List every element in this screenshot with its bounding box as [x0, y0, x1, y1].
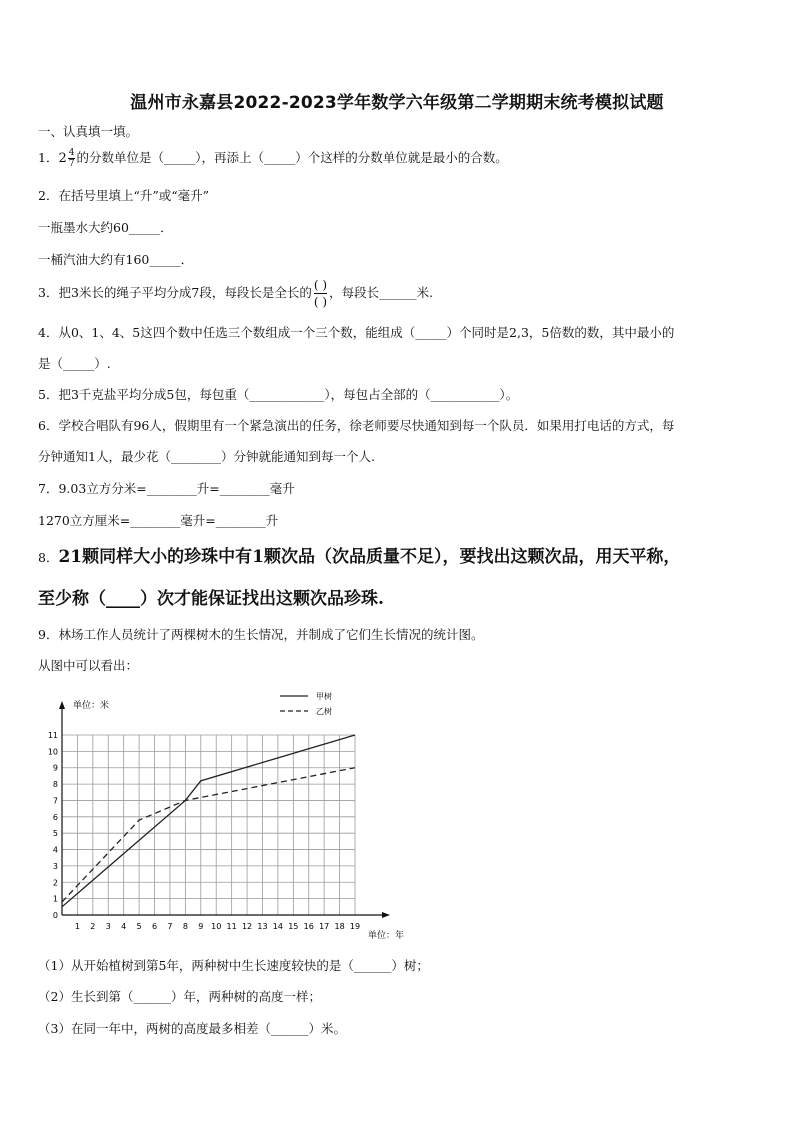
- question-3: [38, 277, 433, 310]
- section-heading: 一、认真填一填。: [38, 124, 139, 139]
- y-tick-label: 3: [52, 861, 58, 871]
- chart-ticks: [48, 731, 360, 931]
- x-tick-label: 8: [182, 922, 188, 931]
- q1-denominator: 7: [68, 159, 75, 169]
- question-8-cont: 至少称（____）次才能保证找出这颗次品珍珠.: [38, 589, 384, 609]
- x-tick-label: 15: [288, 922, 299, 931]
- x-tick-label: 16: [303, 922, 314, 931]
- sub-question-3: （3）在同一年中，两树的高度最多相差（______）米。: [38, 1021, 346, 1036]
- y-axis-label: 单位：米: [73, 701, 110, 711]
- series-line-2: [62, 768, 355, 902]
- question-8: [38, 542, 680, 567]
- legend-label-2: 乙树: [316, 707, 332, 716]
- y-tick-label: 1: [52, 894, 58, 904]
- q1-text: 的分数单位是（_____），再添上（_____）个这样的分数单位就是最小的合数。: [76, 150, 508, 165]
- question-9-lead: 从图中可以看出：: [38, 658, 139, 673]
- legend-label-1: 甲树: [316, 692, 332, 701]
- q8-number: 8．: [38, 550, 59, 565]
- y-tick-label: 0: [52, 911, 58, 920]
- x-axis-label: 单位：年: [368, 931, 405, 941]
- question-6: 6．学校合唱队有96人，假期里有一个紧急演出的任务，徐老师要尽快通知到每一个队员．如果用打电话的方式，每: [38, 418, 675, 433]
- y-tick-label: 7: [52, 796, 58, 806]
- x-tick-label: 18: [334, 922, 345, 931]
- y-axis-arrow: [59, 701, 65, 709]
- x-tick-label: 6: [151, 922, 158, 931]
- q1-whole: 2: [58, 151, 67, 166]
- x-tick-label: 2: [90, 922, 96, 931]
- x-axis-arrow: [382, 912, 390, 918]
- sub-question-2: （2）生长到第（______）年，两种树的高度一样；: [38, 989, 321, 1004]
- x-tick-label: 17: [319, 922, 330, 931]
- y-tick-label: 4: [52, 845, 58, 855]
- x-tick-label: 1: [74, 922, 80, 931]
- y-tick-label: 5: [52, 829, 58, 839]
- question-7: 7．9.03立方分米=________升=________毫升: [38, 481, 295, 496]
- sub-question-1: （1）从开始植树到第5年，两种树中生长速度较快的是（______）树；: [38, 958, 429, 973]
- question-7-cont: 1270立方厘米=________毫升=________升: [38, 513, 279, 528]
- y-tick-label: 10: [47, 747, 58, 757]
- question-5: 5．把3千克盐平均分成5包，每包重（____________），每包占全部的（___________）。: [38, 387, 519, 402]
- question-6-cont: 分钟通知1人，最少花（________）分钟就能通知到每一个人.: [38, 449, 375, 464]
- x-tick-label: 3: [105, 922, 111, 931]
- x-tick-label: 10: [211, 922, 222, 931]
- x-tick-label: 9: [198, 922, 204, 931]
- q1-fraction: [68, 148, 76, 169]
- y-tick-label: 6: [52, 812, 58, 822]
- question-4-cont: 是（_____）.: [38, 356, 111, 371]
- question-2-item-1: 一瓶墨水大约60_____．: [38, 220, 173, 235]
- page-title: 温州市永嘉县2022-2023学年数学六年级第二学期期末统考模拟试题: [130, 93, 664, 113]
- x-tick-label: 11: [226, 922, 237, 931]
- chart-series: [62, 735, 355, 907]
- x-tick-label: 5: [136, 922, 142, 931]
- x-tick-label: 7: [167, 922, 173, 931]
- q1-numerator: 4: [68, 148, 75, 158]
- y-tick-label: 8: [52, 780, 58, 790]
- x-tick-label: 13: [257, 922, 268, 931]
- question-2: 2．在括号里填上“升”或“毫升”: [38, 188, 210, 203]
- q1-number: 1．: [38, 150, 59, 165]
- q3-denominator: ( ): [313, 295, 328, 309]
- q3-fraction: [314, 277, 327, 310]
- y-tick-label: 9: [52, 763, 58, 773]
- q3-numerator: ( ): [313, 278, 328, 292]
- x-tick-label: 4: [121, 922, 127, 931]
- q3-pre: 3．把3米长的绳子平均分成7段，每段长是全长的: [38, 285, 312, 300]
- growth-line-chart: [40, 687, 420, 945]
- chart-grid: [62, 735, 355, 915]
- question-4: 4．从0、1、4、5这四个数中任选三个数组成一个三个数，能组成（_____）个同时是2,3，5倍数的数，其中最小的: [38, 325, 675, 340]
- question-2-item-2: 一桶汽油大约有160_____．: [38, 252, 194, 267]
- question-9: 9．林场工作人员统计了两棵树木的生长情况，并制成了它们生长情况的统计图。: [38, 627, 484, 642]
- q3-post: ，每段长______米.: [329, 285, 434, 300]
- x-tick-label: 19: [349, 922, 361, 931]
- y-tick-label: 11: [47, 731, 58, 740]
- q8-text: 21颗同样大小的珍珠中有1颗次品（次品质量不足），要找出这颗次品，用天平称，: [58, 547, 681, 567]
- chart-legend: [280, 691, 332, 716]
- y-tick-label: 2: [52, 878, 58, 888]
- x-tick-label: 12: [241, 922, 253, 931]
- question-1: [38, 148, 508, 169]
- x-tick-label: 14: [272, 922, 283, 931]
- series-line-1: [62, 735, 355, 907]
